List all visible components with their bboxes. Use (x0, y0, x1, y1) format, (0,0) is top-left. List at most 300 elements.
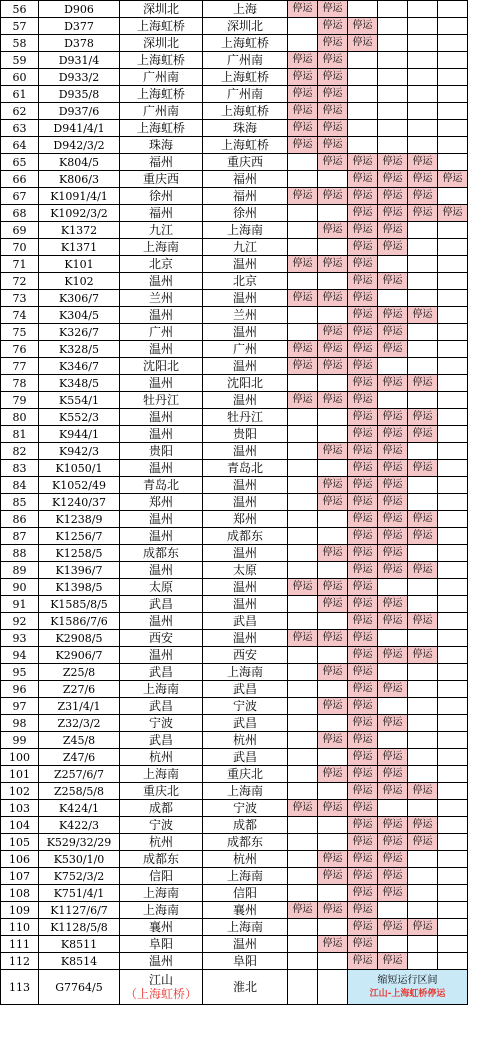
status-cell (378, 18, 408, 35)
row-number: 101 (1, 766, 39, 783)
suspended-badge: 停运 (378, 885, 408, 902)
row-number: 73 (1, 290, 39, 307)
destination-station: 杭州 (203, 732, 288, 749)
suspended-badge: 停运 (288, 103, 318, 120)
status-cell (438, 511, 468, 528)
origin-station: 福州 (120, 205, 203, 222)
row-number: 91 (1, 596, 39, 613)
destination-station: 成都 (203, 817, 288, 834)
suspended-badge: 停运 (348, 732, 378, 749)
destination-station: 上海虹桥 (203, 35, 288, 52)
suspended-badge: 停运 (408, 375, 438, 392)
status-cell (288, 970, 318, 1005)
destination-station: 信阳 (203, 885, 288, 902)
table-row (1, 1, 468, 18)
status-cell (438, 18, 468, 35)
suspended-badge: 停运 (318, 103, 348, 120)
status-cell (288, 851, 318, 868)
suspended-badge: 停运 (378, 868, 408, 885)
status-cell (438, 392, 468, 409)
destination-station: 珠海 (203, 120, 288, 137)
row-number: 109 (1, 902, 39, 919)
train-number: Z257/6/7 (39, 766, 120, 783)
row-number: 100 (1, 749, 39, 766)
status-cell (288, 154, 318, 171)
row-number: 88 (1, 545, 39, 562)
train-number: K304/5 (39, 307, 120, 324)
row-number: 78 (1, 375, 39, 392)
status-cell (378, 579, 408, 596)
status-cell (408, 273, 438, 290)
status-cell (438, 426, 468, 443)
status-cell (288, 953, 318, 970)
table-row (1, 817, 468, 834)
destination-station: 郑州 (203, 511, 288, 528)
suspended-badge: 停运 (348, 443, 378, 460)
status-cell (318, 239, 348, 256)
train-number: Z27/6 (39, 681, 120, 698)
suspended-badge: 停运 (378, 562, 408, 579)
origin-station: 重庆北 (120, 783, 203, 800)
suspended-badge: 停运 (318, 392, 348, 409)
train-number: K326/7 (39, 324, 120, 341)
table-row (1, 18, 468, 35)
suspended-badge: 停运 (318, 137, 348, 154)
origin-station: 九江 (120, 222, 203, 239)
row-number: 96 (1, 681, 39, 698)
destination-station: 杭州 (203, 851, 288, 868)
status-cell (288, 426, 318, 443)
suspended-badge: 停运 (348, 205, 378, 222)
table-row (1, 511, 468, 528)
status-cell (408, 715, 438, 732)
status-cell (408, 851, 438, 868)
train-number: D931/4 (39, 52, 120, 69)
suspended-badge: 停运 (408, 613, 438, 630)
status-cell (318, 307, 348, 324)
status-cell (288, 545, 318, 562)
destination-station: 重庆西 (203, 154, 288, 171)
suspended-badge: 停运 (348, 222, 378, 239)
status-cell (318, 919, 348, 936)
suspended-badge: 停运 (408, 154, 438, 171)
suspended-badge: 停运 (378, 545, 408, 562)
status-cell (318, 528, 348, 545)
status-cell (408, 630, 438, 647)
status-cell (438, 732, 468, 749)
suspended-badge: 停运 (288, 69, 318, 86)
status-cell (438, 273, 468, 290)
suspended-badge: 停运 (288, 188, 318, 205)
status-cell (408, 18, 438, 35)
suspended-badge: 停运 (348, 409, 378, 426)
status-cell (348, 52, 378, 69)
status-cell (318, 562, 348, 579)
origin-station: 西安 (120, 630, 203, 647)
suspended-badge: 停运 (348, 545, 378, 562)
suspended-badge: 停运 (348, 681, 378, 698)
origin-station: 温州 (120, 273, 203, 290)
origin-station: 武昌 (120, 596, 203, 613)
table-row (1, 528, 468, 545)
destination-station: 武昌 (203, 681, 288, 698)
destination-station: 广州南 (203, 86, 288, 103)
suspended-badge: 停运 (348, 868, 378, 885)
suspended-badge: 停运 (378, 613, 408, 630)
table-row (1, 732, 468, 749)
status-cell (288, 647, 318, 664)
status-cell (288, 698, 318, 715)
destination-station: 温州 (203, 596, 288, 613)
table-row (1, 341, 468, 358)
status-cell (378, 52, 408, 69)
status-cell (288, 273, 318, 290)
suspended-badge: 停运 (288, 579, 318, 596)
destination-station: 福州 (203, 171, 288, 188)
destination-station: 广州 (203, 341, 288, 358)
origin-station: 郑州 (120, 494, 203, 511)
train-number: K1092/3/2 (39, 205, 120, 222)
status-cell (318, 783, 348, 800)
row-number: 67 (1, 188, 39, 205)
row-number: 60 (1, 69, 39, 86)
suspended-badge: 停运 (378, 596, 408, 613)
suspended-badge: 停运 (408, 647, 438, 664)
suspended-badge: 停运 (288, 137, 318, 154)
origin-station: 上海南 (120, 902, 203, 919)
train-number: D378 (39, 35, 120, 52)
destination-station: 上海南 (203, 222, 288, 239)
status-cell (348, 137, 378, 154)
suspended-badge: 停运 (348, 494, 378, 511)
table-row (1, 137, 468, 154)
train-number: K348/5 (39, 375, 120, 392)
table-row (1, 273, 468, 290)
train-number: K1256/7 (39, 528, 120, 545)
table-row (1, 953, 468, 970)
status-cell (408, 358, 438, 375)
status-cell (438, 52, 468, 69)
suspended-badge: 停运 (288, 902, 318, 919)
suspended-badge: 停运 (408, 834, 438, 851)
status-cell (288, 834, 318, 851)
destination-station: 温州 (203, 358, 288, 375)
suspended-badge: 停运 (408, 511, 438, 528)
train-number: K306/7 (39, 290, 120, 307)
row-number: 71 (1, 256, 39, 273)
status-cell (438, 477, 468, 494)
table-row (1, 222, 468, 239)
origin-station: 上海南 (120, 681, 203, 698)
origin-station: 太原 (120, 579, 203, 596)
destination-station: 太原 (203, 562, 288, 579)
suspended-badge: 停运 (318, 732, 348, 749)
suspended-badge: 停运 (378, 341, 408, 358)
table-row (1, 52, 468, 69)
origin-station: 上海虹桥 (120, 18, 203, 35)
train-number: K346/7 (39, 358, 120, 375)
row-number: 66 (1, 171, 39, 188)
row-number: 95 (1, 664, 39, 681)
train-number: Z45/8 (39, 732, 120, 749)
origin-station: 牡丹江 (120, 392, 203, 409)
row-number: 111 (1, 936, 39, 953)
status-cell (288, 817, 318, 834)
origin-station: 温州 (120, 426, 203, 443)
row-number: 69 (1, 222, 39, 239)
status-cell (408, 664, 438, 681)
destination-station: 武昌 (203, 715, 288, 732)
suspended-badge: 停运 (318, 443, 348, 460)
suspended-badge: 停运 (348, 324, 378, 341)
suspended-badge: 停运 (378, 749, 408, 766)
status-cell (288, 222, 318, 239)
suspended-badge: 停运 (378, 324, 408, 341)
status-cell (438, 341, 468, 358)
status-cell (378, 120, 408, 137)
train-number: D933/2 (39, 69, 120, 86)
train-number: K552/3 (39, 409, 120, 426)
suspended-badge: 停运 (408, 460, 438, 477)
status-cell (288, 664, 318, 681)
status-cell (288, 205, 318, 222)
destination-station: 上海南 (203, 868, 288, 885)
suspended-badge: 停运 (408, 919, 438, 936)
status-cell (408, 239, 438, 256)
destination-station: 温州 (203, 324, 288, 341)
destination-station: 武昌 (203, 749, 288, 766)
suspended-badge: 停运 (288, 52, 318, 69)
origin-station-note: （上海虹桥） (124, 987, 197, 1001)
suspended-badge: 停运 (318, 800, 348, 817)
suspended-badge: 停运 (318, 868, 348, 885)
status-cell (408, 953, 438, 970)
origin-station: 武昌 (120, 664, 203, 681)
suspended-badge: 停运 (318, 545, 348, 562)
train-number: D377 (39, 18, 120, 35)
origin-station: 成都 (120, 800, 203, 817)
origin-station: 成都东 (120, 545, 203, 562)
train-number: Z31/4/1 (39, 698, 120, 715)
origin-station: 广州南 (120, 69, 203, 86)
destination-station: 阜阳 (203, 953, 288, 970)
status-cell (438, 851, 468, 868)
status-cell (438, 103, 468, 120)
suspended-badge: 停运 (378, 715, 408, 732)
status-cell (408, 1, 438, 18)
row-number: 102 (1, 783, 39, 800)
status-cell (408, 749, 438, 766)
destination-station: 成都东 (203, 834, 288, 851)
origin-station: 兰州 (120, 290, 203, 307)
destination-station: 温州 (203, 936, 288, 953)
table-row (1, 766, 468, 783)
table-row (1, 545, 468, 562)
status-cell (438, 749, 468, 766)
suspended-badge: 停运 (378, 817, 408, 834)
status-cell (408, 545, 438, 562)
destination-station: 温州 (203, 392, 288, 409)
status-cell (408, 698, 438, 715)
suspended-badge: 停运 (408, 426, 438, 443)
origin-station: 上海虹桥 (120, 52, 203, 69)
row-number: 76 (1, 341, 39, 358)
status-cell (288, 528, 318, 545)
suspended-badge: 停运 (318, 69, 348, 86)
suspended-badge: 停运 (318, 18, 348, 35)
table-row (1, 681, 468, 698)
status-cell (438, 545, 468, 562)
train-number: K942/3 (39, 443, 120, 460)
status-cell (318, 885, 348, 902)
suspended-badge: 停运 (318, 290, 348, 307)
table-row (1, 324, 468, 341)
suspended-badge: 停运 (348, 375, 378, 392)
status-cell (408, 596, 438, 613)
row-number: 103 (1, 800, 39, 817)
status-cell (408, 341, 438, 358)
suspended-badge: 停运 (348, 834, 378, 851)
train-number: K328/5 (39, 341, 120, 358)
destination-station: 宁波 (203, 698, 288, 715)
status-cell (438, 494, 468, 511)
status-cell (318, 681, 348, 698)
suspended-badge: 停运 (318, 477, 348, 494)
suspended-badge: 停运 (348, 885, 378, 902)
suspended-badge: 停运 (288, 256, 318, 273)
origin-station: 上海南 (120, 239, 203, 256)
train-number: K530/1/0 (39, 851, 120, 868)
status-cell (408, 392, 438, 409)
status-cell (408, 885, 438, 902)
suspended-badge: 停运 (378, 154, 408, 171)
status-cell (288, 783, 318, 800)
row-number: 87 (1, 528, 39, 545)
suspended-badge: 停运 (348, 426, 378, 443)
suspended-badge: 停运 (318, 358, 348, 375)
suspended-badge: 停运 (408, 783, 438, 800)
status-cell (438, 817, 468, 834)
suspended-badge: 停运 (348, 154, 378, 171)
train-number: K1258/5 (39, 545, 120, 562)
train-number: K424/1 (39, 800, 120, 817)
origin-station: 杭州 (120, 834, 203, 851)
row-number: 61 (1, 86, 39, 103)
table-row (1, 613, 468, 630)
destination-station: 武昌 (203, 613, 288, 630)
row-number: 107 (1, 868, 39, 885)
status-cell (438, 443, 468, 460)
status-cell (438, 154, 468, 171)
table-row (1, 205, 468, 222)
status-cell (288, 596, 318, 613)
suspended-badge: 停运 (288, 1, 318, 18)
status-cell (438, 885, 468, 902)
destination-station: 襄州 (203, 902, 288, 919)
suspended-badge: 停运 (348, 613, 378, 630)
suspended-badge: 停运 (348, 562, 378, 579)
suspended-badge: 停运 (318, 86, 348, 103)
train-number: K1128/5/8 (39, 919, 120, 936)
suspended-badge: 停运 (408, 817, 438, 834)
suspended-badge: 停运 (348, 749, 378, 766)
train-number: Z258/5/8 (39, 783, 120, 800)
suspended-badge: 停运 (348, 273, 378, 290)
row-number: 72 (1, 273, 39, 290)
suspended-badge: 停运 (408, 307, 438, 324)
status-cell (288, 681, 318, 698)
status-cell (378, 69, 408, 86)
destination-station: 温州 (203, 443, 288, 460)
status-cell (438, 35, 468, 52)
row-number: 82 (1, 443, 39, 460)
status-cell (408, 766, 438, 783)
status-cell (378, 103, 408, 120)
row-number: 106 (1, 851, 39, 868)
suspended-badge: 停运 (348, 902, 378, 919)
destination-station: 青岛北 (203, 460, 288, 477)
status-cell (288, 868, 318, 885)
suspended-badge: 停运 (348, 290, 378, 307)
table-row (1, 885, 468, 902)
row-number: 93 (1, 630, 39, 647)
status-cell (288, 562, 318, 579)
status-cell (378, 137, 408, 154)
status-cell (438, 239, 468, 256)
suspended-badge: 停运 (288, 358, 318, 375)
suspended-badge: 停运 (348, 511, 378, 528)
status-cell (318, 953, 348, 970)
destination-station: 上海虹桥 (203, 69, 288, 86)
table-row (1, 919, 468, 936)
suspended-badge: 停运 (348, 528, 378, 545)
suspended-badge: 停运 (378, 851, 408, 868)
suspended-badge: 停运 (318, 936, 348, 953)
origin-station: 福州 (120, 154, 203, 171)
suspended-badge: 停运 (318, 154, 348, 171)
suspended-badge: 停运 (288, 290, 318, 307)
destination-station: 温州 (203, 545, 288, 562)
origin-station: 杭州 (120, 749, 203, 766)
origin-station: 温州 (120, 528, 203, 545)
row-number: 62 (1, 103, 39, 120)
destination-station: 上海南 (203, 783, 288, 800)
status-cell (318, 647, 348, 664)
row-number: 108 (1, 885, 39, 902)
suspended-badge: 停运 (348, 239, 378, 256)
suspended-badge: 停运 (378, 647, 408, 664)
table-row (1, 477, 468, 494)
table-row (1, 562, 468, 579)
suspended-badge: 停运 (348, 460, 378, 477)
suspended-badge: 停运 (348, 953, 378, 970)
suspended-badge: 停运 (348, 664, 378, 681)
suspended-badge: 停运 (438, 205, 468, 222)
train-number: K1240/37 (39, 494, 120, 511)
destination-station: 温州 (203, 477, 288, 494)
suspended-badge: 停运 (408, 528, 438, 545)
status-cell (408, 103, 438, 120)
origin-station: 重庆西 (120, 171, 203, 188)
suspended-badge: 停运 (318, 630, 348, 647)
row-number: 74 (1, 307, 39, 324)
status-cell (348, 86, 378, 103)
train-number: K1398/5 (39, 579, 120, 596)
table-row (1, 392, 468, 409)
row-number: 65 (1, 154, 39, 171)
destination-station: 上海南 (203, 664, 288, 681)
notice-text: 江山-上海虹桥停运 (369, 988, 446, 999)
